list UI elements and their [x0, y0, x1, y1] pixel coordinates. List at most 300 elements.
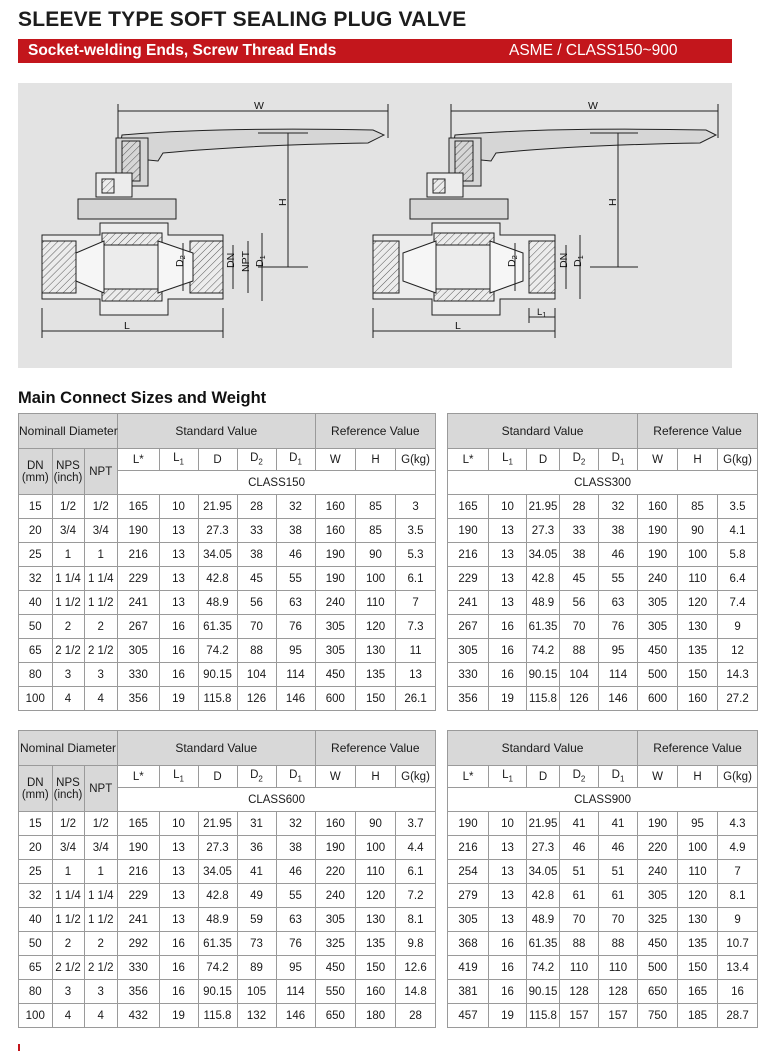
npt-header: NPT [84, 766, 118, 812]
value-cell: 73 [237, 932, 276, 956]
dim-cell: 25 [19, 543, 53, 567]
value-cell: 10 [159, 812, 198, 836]
value-cell: 28 [560, 495, 599, 519]
col-header-0: L* [118, 449, 160, 471]
col-header-2: D [527, 766, 560, 788]
value-cell: 305 [448, 639, 489, 663]
value-cell: 13 [159, 836, 198, 860]
value-cell: 70 [560, 615, 599, 639]
class900-table [447, 730, 758, 1028]
col-header-1: $L_1$ [159, 766, 198, 788]
value-cell: 90.15 [198, 663, 237, 687]
value-cell: 21.95 [198, 812, 237, 836]
value-cell: 9 [718, 615, 758, 639]
value-cell: 150 [678, 956, 718, 980]
col-header-1: $L_1$ [159, 449, 198, 471]
value-cell: 115.8 [527, 1004, 560, 1028]
value-cell: 114 [276, 980, 315, 1004]
value-cell: 70 [560, 908, 599, 932]
value-cell: 88 [599, 932, 638, 956]
value-cell: 305 [315, 639, 356, 663]
value-cell: 160 [356, 980, 396, 1004]
table-row [448, 519, 758, 543]
value-cell: 13.4 [718, 956, 758, 980]
dim-cell: 3 [84, 663, 118, 687]
value-cell: 13 [489, 884, 527, 908]
value-cell: 74.2 [527, 956, 560, 980]
value-cell: 240 [315, 591, 356, 615]
value-cell: 130 [678, 908, 718, 932]
value-cell: 59 [237, 908, 276, 932]
value-cell: 4.4 [396, 836, 436, 860]
value-cell: 13 [489, 519, 527, 543]
table-row [448, 495, 758, 519]
class600-table [18, 730, 436, 1028]
dim-cell: 4 [52, 687, 84, 711]
value-cell: 110 [356, 860, 396, 884]
value-cell: 19 [489, 687, 527, 711]
value-cell: 450 [638, 932, 678, 956]
class-label: CLASS300 [448, 471, 758, 495]
col-header-7: G(kg) [718, 766, 758, 788]
value-cell: 110 [678, 567, 718, 591]
value-cell: 135 [678, 932, 718, 956]
value-cell: 150 [678, 663, 718, 687]
class-label: CLASS900 [448, 788, 758, 812]
dim-cell: 3/4 [84, 836, 118, 860]
dim-cell: 15 [19, 495, 53, 519]
value-cell: 150 [356, 956, 396, 980]
value-cell: 48.9 [198, 591, 237, 615]
table-row [19, 519, 436, 543]
col-header-6: H [356, 766, 396, 788]
value-cell: 32 [276, 812, 315, 836]
col-header-3: $D_2$ [237, 766, 276, 788]
value-cell: 13 [489, 836, 527, 860]
table-row [448, 591, 758, 615]
value-cell: 16 [489, 956, 527, 980]
value-cell: 3 [396, 495, 436, 519]
value-cell: 128 [560, 980, 599, 1004]
value-cell: 419 [448, 956, 489, 980]
value-cell: 13 [489, 860, 527, 884]
value-cell: 16 [489, 932, 527, 956]
value-cell: 115.8 [198, 1004, 237, 1028]
value-cell: 160 [315, 519, 356, 543]
value-cell: 110 [678, 860, 718, 884]
dim-cell: 1/2 [52, 495, 84, 519]
dim-cell: 1 1/2 [52, 591, 84, 615]
value-cell: 13 [489, 908, 527, 932]
value-cell: 41 [237, 860, 276, 884]
value-cell: 216 [118, 860, 160, 884]
standard-value-header: Standard Value [118, 731, 316, 766]
value-cell: 16 [718, 980, 758, 1004]
value-cell: 9 [718, 908, 758, 932]
col-header-2: D [527, 449, 560, 471]
value-cell: 7 [396, 591, 436, 615]
reference-value-header: Reference Value [638, 414, 758, 449]
dim-l1-right: $L_1$ [537, 307, 547, 319]
value-cell: 42.8 [198, 884, 237, 908]
value-cell: 450 [315, 956, 356, 980]
value-cell: 190 [448, 812, 489, 836]
value-cell: 61 [599, 884, 638, 908]
value-cell: 90.15 [527, 663, 560, 687]
value-cell: 146 [276, 1004, 315, 1028]
value-cell: 27.2 [718, 687, 758, 711]
dim-h-left: H [277, 198, 289, 206]
value-cell: 55 [276, 884, 315, 908]
table-row [19, 980, 436, 1004]
value-cell: 13 [159, 908, 198, 932]
value-cell: 165 [118, 495, 160, 519]
value-cell: 120 [678, 591, 718, 615]
table-row [19, 687, 436, 711]
value-cell: 85 [356, 519, 396, 543]
col-header-4: $D_1$ [276, 449, 315, 471]
value-cell: 13 [489, 591, 527, 615]
class-label: CLASS600 [118, 788, 436, 812]
value-cell: 41 [560, 812, 599, 836]
table-row [19, 663, 436, 687]
col-header-0: L* [448, 449, 489, 471]
value-cell: 135 [356, 663, 396, 687]
col-header-3: $D_2$ [560, 766, 599, 788]
value-cell: 457 [448, 1004, 489, 1028]
value-cell: 105 [237, 980, 276, 1004]
value-cell: 120 [356, 884, 396, 908]
nominal-diameter-header: Nominall Diameter [19, 414, 118, 449]
value-cell: 10.7 [718, 932, 758, 956]
value-cell: 90.15 [527, 980, 560, 1004]
value-cell: 220 [315, 860, 356, 884]
table-row [448, 980, 758, 1004]
value-cell: 90 [678, 519, 718, 543]
value-cell: 21.95 [527, 495, 560, 519]
value-cell: 88 [560, 639, 599, 663]
value-cell: 27.3 [198, 519, 237, 543]
value-cell: 85 [356, 495, 396, 519]
dim-cell: 1 1/4 [52, 884, 84, 908]
value-cell: 190 [118, 836, 160, 860]
value-cell: 330 [118, 956, 160, 980]
value-cell: 85 [678, 495, 718, 519]
value-cell: 19 [159, 1004, 198, 1028]
table-row [19, 932, 436, 956]
col-header-2: D [198, 766, 237, 788]
value-cell: 95 [678, 812, 718, 836]
value-cell: 305 [448, 908, 489, 932]
table-row [448, 663, 758, 687]
value-cell: 330 [118, 663, 160, 687]
dim-cell: 4 [84, 1004, 118, 1028]
value-cell: 4.9 [718, 836, 758, 860]
table-row [448, 932, 758, 956]
value-cell: 76 [276, 932, 315, 956]
table-row [19, 591, 436, 615]
value-cell: 56 [237, 591, 276, 615]
dim-dn-left: DN [225, 252, 237, 268]
standard-value-header: Standard Value [448, 731, 638, 766]
col-header-3: $D_2$ [560, 449, 599, 471]
value-cell: 4.3 [718, 812, 758, 836]
dim-cell: 80 [19, 980, 53, 1004]
dim-cell: 2 1/2 [52, 956, 84, 980]
dim-cell: 1/2 [52, 812, 84, 836]
value-cell: 7.3 [396, 615, 436, 639]
table-row [448, 836, 758, 860]
value-cell: 305 [118, 639, 160, 663]
value-cell: 126 [237, 687, 276, 711]
col-header-4: $D_1$ [599, 766, 638, 788]
value-cell: 229 [118, 884, 160, 908]
table-row [448, 567, 758, 591]
dim-cell: 1 [52, 543, 84, 567]
dim-cell: 100 [19, 687, 53, 711]
reference-value-header: Reference Value [315, 414, 436, 449]
table-row [448, 615, 758, 639]
value-cell: 190 [315, 836, 356, 860]
value-cell: 88 [237, 639, 276, 663]
page-title: SLEEVE TYPE SOFT SEALING PLUG VALVE [18, 8, 467, 31]
value-cell: 41 [599, 812, 638, 836]
value-cell: 356 [118, 687, 160, 711]
table-row [448, 812, 758, 836]
value-cell: 90.15 [198, 980, 237, 1004]
value-cell: 130 [678, 615, 718, 639]
valve-left-view [42, 104, 388, 338]
col-header-2: D [198, 449, 237, 471]
value-cell: 38 [599, 519, 638, 543]
value-cell: 368 [448, 932, 489, 956]
value-cell: 650 [638, 980, 678, 1004]
table-row [19, 908, 436, 932]
dim-cell: 2 1/2 [84, 956, 118, 980]
col-header-7: G(kg) [396, 449, 436, 471]
dim-cell: 1 1/4 [84, 567, 118, 591]
value-cell: 305 [638, 591, 678, 615]
col-header-1: $L_1$ [489, 766, 527, 788]
value-cell: 220 [638, 836, 678, 860]
value-cell: 95 [599, 639, 638, 663]
value-cell: 90 [356, 543, 396, 567]
value-cell: 76 [276, 615, 315, 639]
value-cell: 49 [237, 884, 276, 908]
dim-cell: 2 1/2 [84, 639, 118, 663]
value-cell: 146 [276, 687, 315, 711]
table-row [19, 956, 436, 980]
standard-value-header: Standard Value [118, 414, 316, 449]
dim-w-right: W [588, 100, 598, 112]
value-cell: 13 [159, 591, 198, 615]
value-cell: 132 [237, 1004, 276, 1028]
value-cell: 13 [159, 884, 198, 908]
value-cell: 160 [315, 495, 356, 519]
value-cell: 267 [448, 615, 489, 639]
value-cell: 115.8 [527, 687, 560, 711]
value-cell: 55 [276, 567, 315, 591]
value-cell: 46 [276, 860, 315, 884]
table-row [19, 543, 436, 567]
value-cell: 254 [448, 860, 489, 884]
dim-cell: 1 1/4 [52, 567, 84, 591]
col-header-5: W [315, 449, 356, 471]
page-marker [18, 1044, 20, 1051]
table-row [19, 615, 436, 639]
dim-cell: 2 [84, 932, 118, 956]
col-header-7: G(kg) [396, 766, 436, 788]
value-cell: 33 [237, 519, 276, 543]
table-row [448, 908, 758, 932]
value-cell: 34.05 [198, 860, 237, 884]
subtitle-banner [18, 39, 732, 63]
dim-l-left: L [124, 320, 130, 332]
value-cell: 126 [560, 687, 599, 711]
value-cell: 305 [638, 615, 678, 639]
class300-table [447, 413, 758, 711]
banner-standard: ASME / CLASS150~900 [509, 42, 678, 59]
col-header-4: $D_1$ [599, 449, 638, 471]
dim-cell: 100 [19, 1004, 53, 1028]
value-cell: 27.3 [527, 836, 560, 860]
value-cell: 110 [560, 956, 599, 980]
value-cell: 16 [159, 932, 198, 956]
value-cell: 160 [678, 687, 718, 711]
dim-cell: 50 [19, 932, 53, 956]
value-cell: 241 [448, 591, 489, 615]
value-cell: 32 [276, 495, 315, 519]
value-cell: 267 [118, 615, 160, 639]
value-cell: 104 [237, 663, 276, 687]
value-cell: 61.35 [198, 615, 237, 639]
col-header-6: H [356, 449, 396, 471]
col-header-5: W [638, 449, 678, 471]
value-cell: 190 [638, 543, 678, 567]
value-cell: 74.2 [198, 956, 237, 980]
section-title: Main Connect Sizes and Weight [18, 389, 267, 407]
value-cell: 190 [448, 519, 489, 543]
value-cell: 12 [718, 639, 758, 663]
value-cell: 38 [276, 519, 315, 543]
value-cell: 356 [448, 687, 489, 711]
value-cell: 450 [315, 663, 356, 687]
value-cell: 45 [237, 567, 276, 591]
value-cell: 61.35 [527, 932, 560, 956]
value-cell: 8.1 [718, 884, 758, 908]
value-cell: 305 [315, 615, 356, 639]
table-row [448, 884, 758, 908]
value-cell: 19 [159, 687, 198, 711]
col-header-6: H [678, 766, 718, 788]
value-cell: 135 [678, 639, 718, 663]
value-cell: 240 [638, 567, 678, 591]
col-header-7: G(kg) [718, 449, 758, 471]
value-cell: 21.95 [527, 812, 560, 836]
value-cell: 100 [678, 836, 718, 860]
value-cell: 16 [489, 615, 527, 639]
dim-cell: 2 [52, 932, 84, 956]
value-cell: 4.1 [718, 519, 758, 543]
value-cell: 51 [599, 860, 638, 884]
value-cell: 48.9 [527, 908, 560, 932]
table-row [19, 812, 436, 836]
value-cell: 190 [118, 519, 160, 543]
value-cell: 55 [599, 567, 638, 591]
value-cell: 157 [599, 1004, 638, 1028]
dim-cell: 3/4 [84, 519, 118, 543]
value-cell: 14.8 [396, 980, 436, 1004]
value-cell: 61.35 [527, 615, 560, 639]
value-cell: 305 [638, 884, 678, 908]
value-cell: 13 [489, 567, 527, 591]
dim-cell: 1 1/2 [84, 591, 118, 615]
dim-cell: 32 [19, 567, 53, 591]
dn-header: DN (mm) [19, 449, 53, 495]
dim-npt-left: NPT [240, 251, 252, 272]
value-cell: 325 [315, 932, 356, 956]
value-cell: 7.2 [396, 884, 436, 908]
col-header-0: L* [118, 766, 160, 788]
value-cell: 46 [599, 543, 638, 567]
value-cell: 74.2 [198, 639, 237, 663]
value-cell: 750 [638, 1004, 678, 1028]
value-cell: 76 [599, 615, 638, 639]
dim-cell: 1/2 [84, 812, 118, 836]
col-header-6: H [678, 449, 718, 471]
value-cell: 115.8 [198, 687, 237, 711]
reference-value-header: Reference Value [315, 731, 436, 766]
dim-cell: 3/4 [52, 519, 84, 543]
value-cell: 88 [560, 932, 599, 956]
value-cell: 110 [599, 956, 638, 980]
table-row [448, 639, 758, 663]
value-cell: 16 [159, 639, 198, 663]
value-cell: 6.4 [718, 567, 758, 591]
value-cell: 13 [396, 663, 436, 687]
value-cell: 16 [159, 980, 198, 1004]
value-cell: 110 [356, 591, 396, 615]
value-cell: 13 [159, 567, 198, 591]
value-cell: 550 [315, 980, 356, 1004]
dim-cell: 3/4 [52, 836, 84, 860]
value-cell: 95 [276, 639, 315, 663]
table-row [19, 860, 436, 884]
dim-cell: 80 [19, 663, 53, 687]
table-row [19, 567, 436, 591]
value-cell: 120 [678, 884, 718, 908]
class150-table [18, 413, 436, 711]
value-cell: 240 [315, 884, 356, 908]
dim-l-right: L [455, 320, 461, 332]
dim-cell: 25 [19, 860, 53, 884]
npt-header: NPT [84, 449, 118, 495]
value-cell: 31 [237, 812, 276, 836]
dim-d2-left: D2 [174, 255, 187, 267]
dim-dn-right: DN [558, 252, 570, 268]
value-cell: 120 [356, 615, 396, 639]
value-cell: 330 [448, 663, 489, 687]
value-cell: 241 [118, 908, 160, 932]
value-cell: 500 [638, 663, 678, 687]
value-cell: 130 [356, 639, 396, 663]
value-cell: 61 [560, 884, 599, 908]
value-cell: 34.05 [527, 860, 560, 884]
dn-header: DN (mm) [19, 766, 53, 812]
col-header-0: L* [448, 766, 489, 788]
dim-cell: 1 [52, 860, 84, 884]
value-cell: 325 [638, 908, 678, 932]
